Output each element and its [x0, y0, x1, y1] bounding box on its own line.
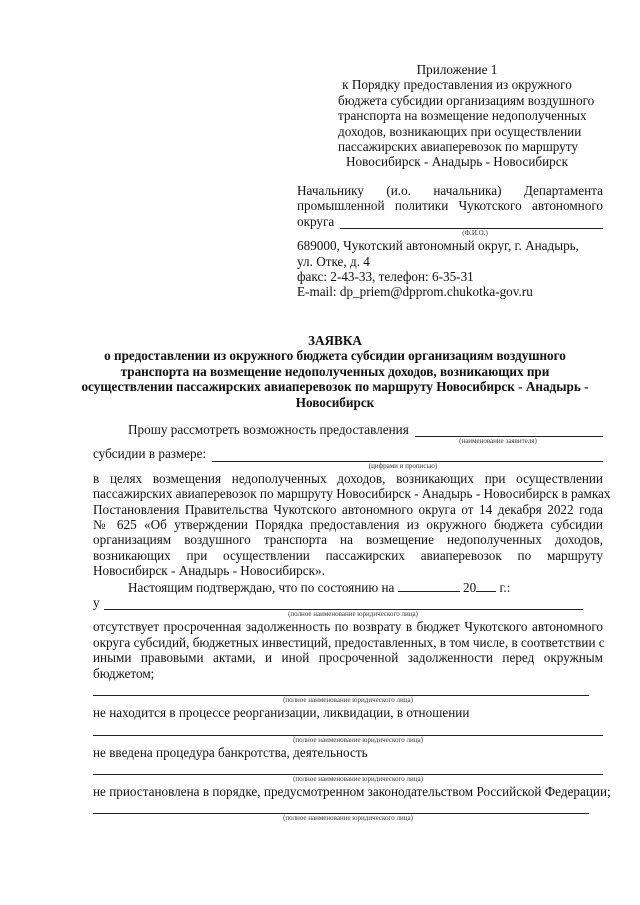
subsidy-text: субсидии в размере:	[93, 446, 207, 462]
addressee-line-3: округа	[297, 213, 335, 229]
applicant-input-line[interactable]	[415, 424, 603, 437]
debt-paragraph	[93, 619, 603, 681]
debt-line: округа субсидий, бюджетных инвестиций, предоставленных, в том числе, в соответствии с	[93, 634, 605, 650]
entity-caption: (полное наименование юридического лица)	[283, 814, 413, 823]
address-line: 689000, Чукотский автономный округ, г. Анадырь,	[297, 238, 579, 254]
confirm-year: 20	[463, 579, 477, 595]
appendix-line: Новосибирск - Анадырь - Новосибирск	[346, 154, 568, 170]
amount-input-line[interactable]	[212, 449, 603, 462]
purpose-line: организациям воздушного транспорта на возмещение недополученных доходов,	[93, 532, 603, 548]
purpose-line: возникающих при осуществлении пассажирских авиаперевозок по маршруту	[93, 547, 603, 563]
purpose-line: № 625 «Об утверждении Порядка предоставления из окружного бюджета субсидии	[93, 517, 603, 533]
reorg-line: не находится в процессе реорганизации, ликвидации, в отношении	[93, 705, 470, 721]
application-body	[93, 422, 611, 823]
request-text: Прошу рассмотреть возможность предоставления	[128, 422, 409, 437]
suspend-line: не приостановлена в порядке, предусмотренном законодательством Российской Федерации;	[93, 783, 611, 799]
confirm-row	[93, 579, 603, 595]
fio-input-line[interactable]	[340, 216, 603, 229]
confirm-text: Настоящим подтверждаю, что по состоянию на	[128, 579, 395, 595]
purpose-line: Новосибирск - Анадырь - Новосибирск».	[93, 563, 325, 579]
entity-caption: (полное наименование юридического лица)	[293, 735, 423, 744]
address-line: E-mail: dp_priem@dpprom.chukotka-gov.ru	[297, 284, 533, 300]
title-line: о предоставлении из окружного бюджета субсидии организациям воздушного	[104, 348, 566, 364]
addressee-line-2: промышленной политики Чукотского автономного	[297, 198, 603, 214]
entity-input-line[interactable]	[93, 799, 589, 814]
title-line: Новосибирск	[295, 394, 375, 410]
address-line: ул. Отке, д. 4	[297, 253, 370, 269]
title-word: ЗАЯВКА	[308, 333, 362, 348]
debt-line: бюджетом;	[93, 665, 155, 681]
subsidy-row	[93, 446, 603, 461]
purpose-line: в целях возмещения недополученных доходов, возникающих при осуществлении	[93, 470, 603, 486]
purpose-line: Постановления Правительства Чукотского автономного округа от 14 декабря 2022 года	[93, 501, 603, 517]
confirm-suffix: г.:	[499, 579, 511, 595]
year-input-line[interactable]	[476, 579, 496, 592]
appendix-line: доходов, возникающих при осуществлении	[338, 123, 582, 139]
appendix-line: к Порядку предоставления из окружного	[342, 77, 572, 93]
amount-caption: (цифрами и прописью)	[368, 461, 438, 470]
debt-line: отсутствует просроченная задолженность по возврату в бюджет Чукотского автономного	[93, 619, 603, 635]
date-input-line[interactable]	[398, 579, 460, 592]
appendix-line: пассажирских авиаперевозок по маршруту	[338, 139, 578, 155]
entity-input-line[interactable]	[93, 721, 603, 736]
addressee-fio-row	[297, 214, 603, 229]
purpose-paragraph	[93, 470, 611, 579]
appendix-line: Приложение 1	[416, 62, 498, 77]
purpose-line: пассажирских авиаперевозок по маршруту Новосибирск - Анадырь - Новосибирск в рамках	[93, 486, 611, 502]
address-line: факс: 2-43-33, телефон: 6-35-31	[297, 269, 474, 285]
entity-input-line[interactable]	[93, 760, 603, 775]
request-row	[93, 422, 603, 437]
entity-caption: (полное наименование юридического лица)	[288, 610, 418, 619]
entity-input-line[interactable]	[93, 681, 589, 696]
department-address	[297, 238, 603, 300]
appendix-line: бюджета субсидии организациям воздушного	[338, 92, 595, 108]
applicant-caption: (наименование заявителя)	[459, 437, 537, 446]
title-line: транспорта на возмещение недополученных доходов, возникающих при	[120, 363, 550, 379]
entity-caption: (полное наименование юридического лица)	[283, 696, 413, 705]
fio-caption: (Ф.И.О.)	[462, 229, 488, 238]
application-title	[60, 333, 610, 410]
title-line: осуществлении пассажирских авиаперевозок по маршруту Новосибирск - Анадырь -	[81, 379, 589, 395]
entity-input-line[interactable]	[104, 597, 583, 610]
entity-caption: (полное наименование юридического лица)	[293, 774, 423, 783]
addressee-line-1: Начальнику (и.о. начальника) Департамента	[297, 183, 603, 198]
appendix-line: транспорта на возмещение недополученных	[338, 108, 587, 124]
at-prefix: у	[93, 595, 100, 611]
bankruptcy-line: не введена процедура банкротства, деятельность	[93, 744, 368, 760]
addressee-block	[297, 183, 603, 300]
debt-line: иными правовыми актами, и иной просроченной задолженности перед окружным	[93, 650, 603, 666]
appendix-header	[338, 62, 595, 170]
entity-row	[93, 595, 603, 610]
